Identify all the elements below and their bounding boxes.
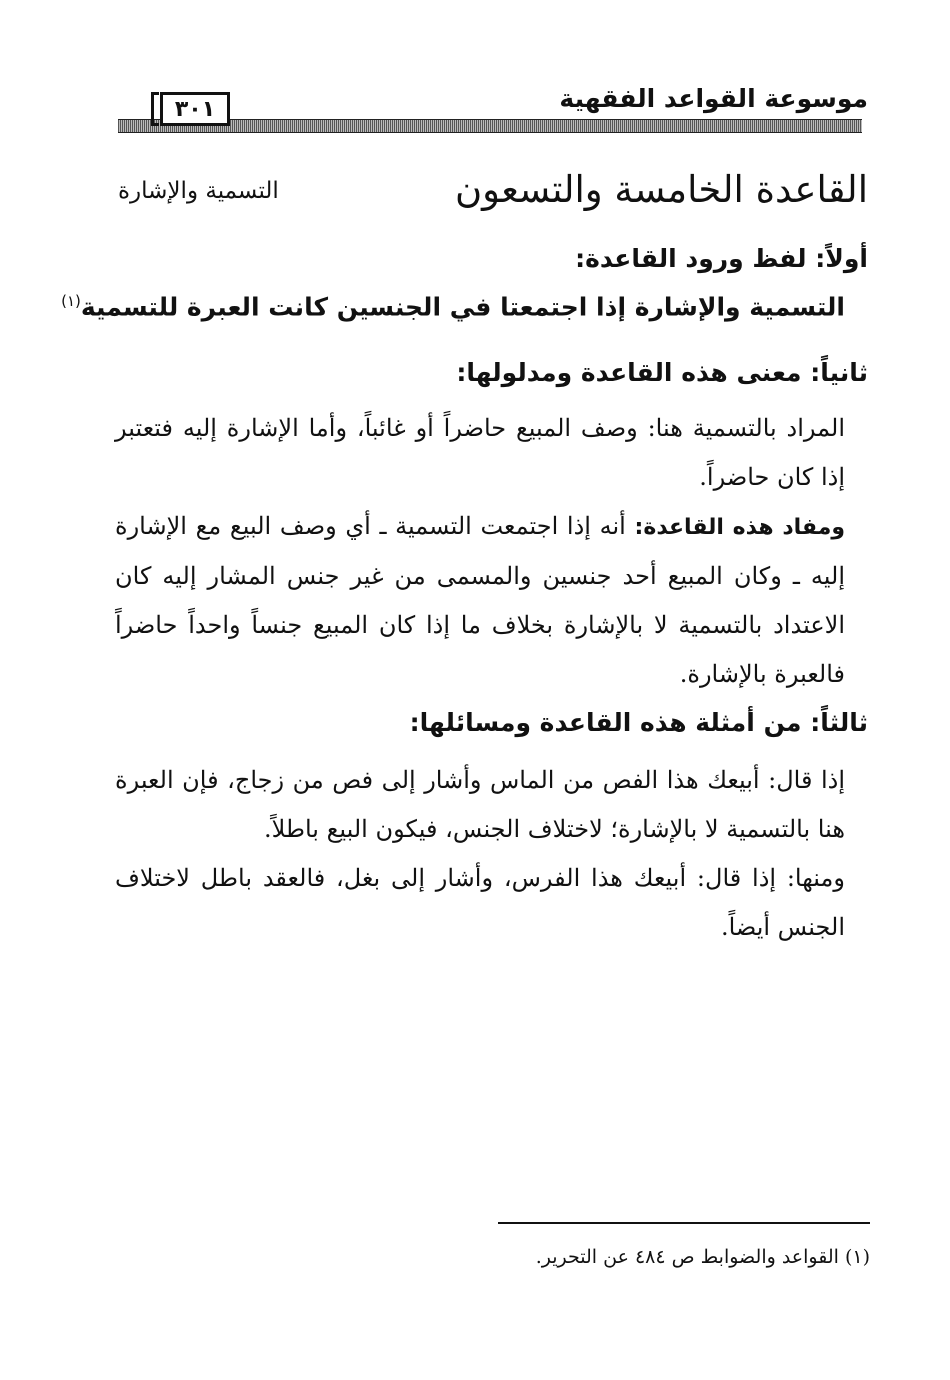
paragraph-significance-text: أنه إذا اجتمعت التسمية ـ أي وصف البيع مع الإشارة إليه ـ وكان المبيع أحد جنسين والمسمى من غير جنس المشار إليه كان الاعتداد بالتسمية لا بالإشارة بخلاف ما إذا كان المبيع جنساً واحداً حاضراً فالعبرة بالإشارة. [115, 512, 845, 688]
paragraph-meaning: المراد بالتسمية هنا: وصف المبيع حاضراً أو غائباً، وأما الإشارة إليه فتعتبر إذا كان حاضراً. [115, 414, 845, 491]
rule-title: القاعدة الخامسة والتسعون [454, 168, 868, 211]
paragraph-example-2: ومنها: إذا قال: أبيعك هذا الفرس، وأشار إلى بغل، فالعقد باطل لاختلاف الجنس أيضاً. [115, 864, 845, 941]
rule-statement [61, 292, 845, 321]
page-number [160, 92, 230, 126]
footnote: (١) القواعد والضوابط ص ٤٨٤ عن التحرير. [535, 1246, 870, 1268]
paragraph-lead: ومفاد هذه القاعدة: [634, 515, 845, 540]
paragraph-significance [115, 502, 845, 699]
section-heading-second: ثانياً: معنى هذه القاعدة ومدلولها: [456, 358, 868, 387]
section-heading-first: أولاً: لفظ ورود القاعدة: [575, 244, 868, 273]
rule-statement-text: التسمية والإشارة إذا اجتمعتا في الجنسين كانت العبرة للتسمية [80, 292, 845, 322]
section-heading-third: ثالثاً: من أمثلة هذه القاعدة ومسائلها: [409, 708, 868, 737]
page-number-text: ٣٠١ [174, 96, 216, 122]
rule-topic: التسمية والإشارة [118, 178, 279, 204]
running-title: موسوعة القواعد الفقهية [559, 84, 868, 113]
paragraph-example-1: إذا قال: أبيعك هذا الفص من الماس وأشار إلى فص من زجاج، فإن العبرة هنا بالتسمية لا بالإشارة؛ لاختلاف الجنس، فيكون البيع باطلاً. [115, 766, 845, 843]
footnote-marker: (١) [61, 292, 81, 310]
footnote-rule [498, 1222, 870, 1224]
